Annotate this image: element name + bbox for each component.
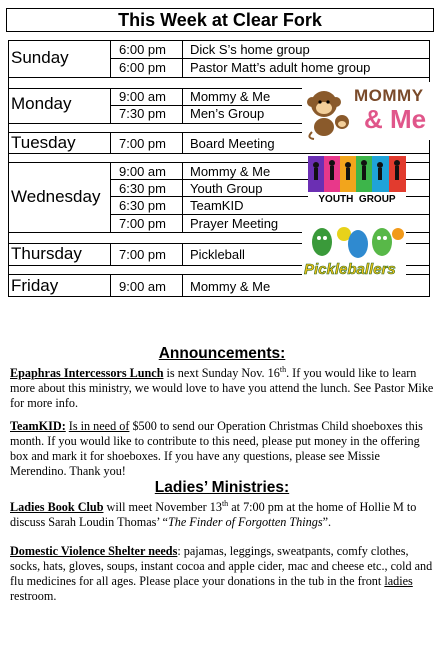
column-rule bbox=[182, 88, 183, 123]
event-cell: Pastor Matt’s adult home group bbox=[190, 60, 371, 75]
event-cell: Board Meeting bbox=[190, 136, 275, 151]
shelter-text-b: restroom. bbox=[10, 589, 57, 603]
announcements-section bbox=[10, 344, 434, 604]
day-label-monday: Monday bbox=[11, 94, 72, 113]
day-label-tuesday: Tuesday bbox=[11, 133, 76, 152]
time-cell: 6:00 pm bbox=[119, 60, 166, 75]
event-cell: Men’s Group bbox=[190, 106, 265, 121]
book-club-text-a: will meet November 13 bbox=[103, 500, 222, 514]
shelter-paragraph bbox=[10, 544, 434, 604]
time-cell: 6:30 pm bbox=[119, 198, 166, 213]
announcements-heading: Announcements: bbox=[158, 345, 286, 362]
time-cell: 6:30 pm bbox=[119, 181, 166, 196]
column-rule bbox=[110, 274, 111, 296]
table-rule bbox=[8, 153, 430, 154]
book-club-sup: th bbox=[221, 498, 229, 508]
time-cell: 7:00 pm bbox=[119, 136, 166, 151]
event-cell: Youth Group bbox=[190, 181, 263, 196]
epaphras-paragraph bbox=[10, 366, 434, 411]
event-cell: TeamKID bbox=[190, 198, 244, 213]
book-club-text-c: ”. bbox=[322, 515, 332, 529]
ladies-heading: Ladies’ Ministries: bbox=[154, 479, 290, 496]
epaphras-title: Epaphras Intercessors Lunch bbox=[10, 366, 164, 380]
column-rule bbox=[182, 274, 183, 296]
book-club-text-b: at 7:00 pm at the home of Hollie M to discuss Sarah Loudin Thomas’ “ bbox=[10, 500, 417, 529]
event-cell: Prayer Meeting bbox=[190, 216, 279, 231]
epaphras-text-a: is next Sunday Nov. 16 bbox=[163, 366, 280, 380]
table-rule bbox=[429, 40, 430, 297]
me-logo-text: & Me bbox=[364, 104, 427, 134]
epaphras-sup: th bbox=[279, 364, 287, 374]
column-rule bbox=[110, 162, 111, 232]
pickleball-icon bbox=[302, 224, 406, 264]
book-club-paragraph bbox=[10, 500, 434, 530]
column-rule bbox=[182, 40, 183, 77]
event-cell: Mommy & Me bbox=[190, 164, 271, 179]
mommy-and-me-image bbox=[302, 82, 432, 140]
time-cell: 9:00 am bbox=[119, 279, 166, 294]
time-cell: 7:00 pm bbox=[119, 216, 166, 231]
youth-group-label: YOUTH GROUP bbox=[318, 194, 396, 205]
youth-silhouettes-icon bbox=[308, 156, 406, 192]
page-title: This Week at Clear Fork bbox=[6, 8, 434, 32]
table-rule bbox=[8, 77, 430, 78]
day-label-wednesday: Wednesday bbox=[11, 187, 101, 206]
time-cell: 6:00 pm bbox=[119, 42, 166, 57]
day-label-sunday: Sunday bbox=[11, 48, 69, 67]
teamkid-title: TeamKID: bbox=[10, 419, 66, 433]
column-rule bbox=[110, 88, 111, 123]
time-cell: 9:00 am bbox=[119, 164, 166, 179]
table-rule bbox=[8, 40, 430, 41]
table-rule bbox=[8, 296, 430, 297]
table-rule bbox=[8, 40, 9, 297]
event-cell: Mommy & Me bbox=[190, 89, 271, 104]
column-rule bbox=[110, 243, 111, 265]
column-rule bbox=[182, 132, 183, 153]
column-rule bbox=[110, 40, 111, 77]
teamkid-underlined: Is in need of bbox=[68, 419, 130, 433]
column-rule bbox=[182, 243, 183, 265]
pickleballers-label: Pickleballers bbox=[304, 261, 396, 278]
column-rule bbox=[110, 132, 111, 153]
youth-group-image bbox=[308, 156, 406, 208]
row-rule bbox=[110, 58, 430, 59]
shelter-text-a: : pajamas, leggings, sweatpants, comfy clothes, socks, hats, gloves, soups, instant cocoa and apple cider, mac and cheese etc., cold and flu medicines for all ages. Please place your donations in the tub in the front bbox=[10, 544, 433, 588]
shelter-title: Domestic Violence Shelter needs bbox=[10, 544, 178, 558]
time-cell: 7:00 pm bbox=[119, 247, 166, 262]
book-title: The Finder of Forgotten Things bbox=[167, 515, 323, 529]
event-cell: Pickleball bbox=[190, 247, 245, 262]
day-label-thursday: Thursday bbox=[11, 244, 82, 263]
epaphras-text-b: . If you would like to learn more about this ministry, we would love to have you attend the lunch. See Pastor Mike for more info. bbox=[10, 366, 434, 410]
event-cell: Dick S’s home group bbox=[190, 42, 310, 57]
time-cell: 9:00 am bbox=[119, 89, 166, 104]
shelter-ladies-word: ladies bbox=[384, 574, 413, 588]
pickleballers-image bbox=[302, 224, 406, 282]
teamkid-text: $500 to send our Operation Christmas Child shoeboxes this month. If you would like to contribute to this need, please put money in the offering box and mark it for shoeboxes. If you have any questions, please see Missie Merendino. Thank you! bbox=[10, 419, 423, 478]
column-rule bbox=[182, 162, 183, 232]
teamkid-paragraph bbox=[10, 419, 434, 479]
day-label-friday: Friday bbox=[11, 276, 59, 295]
time-cell: 7:30 pm bbox=[119, 106, 166, 121]
row-rule bbox=[110, 214, 430, 215]
event-cell: Mommy & Me bbox=[190, 279, 271, 294]
book-club-title: Ladies Book Club bbox=[10, 500, 104, 514]
mommy-logo-text: MOMMY bbox=[354, 86, 424, 105]
